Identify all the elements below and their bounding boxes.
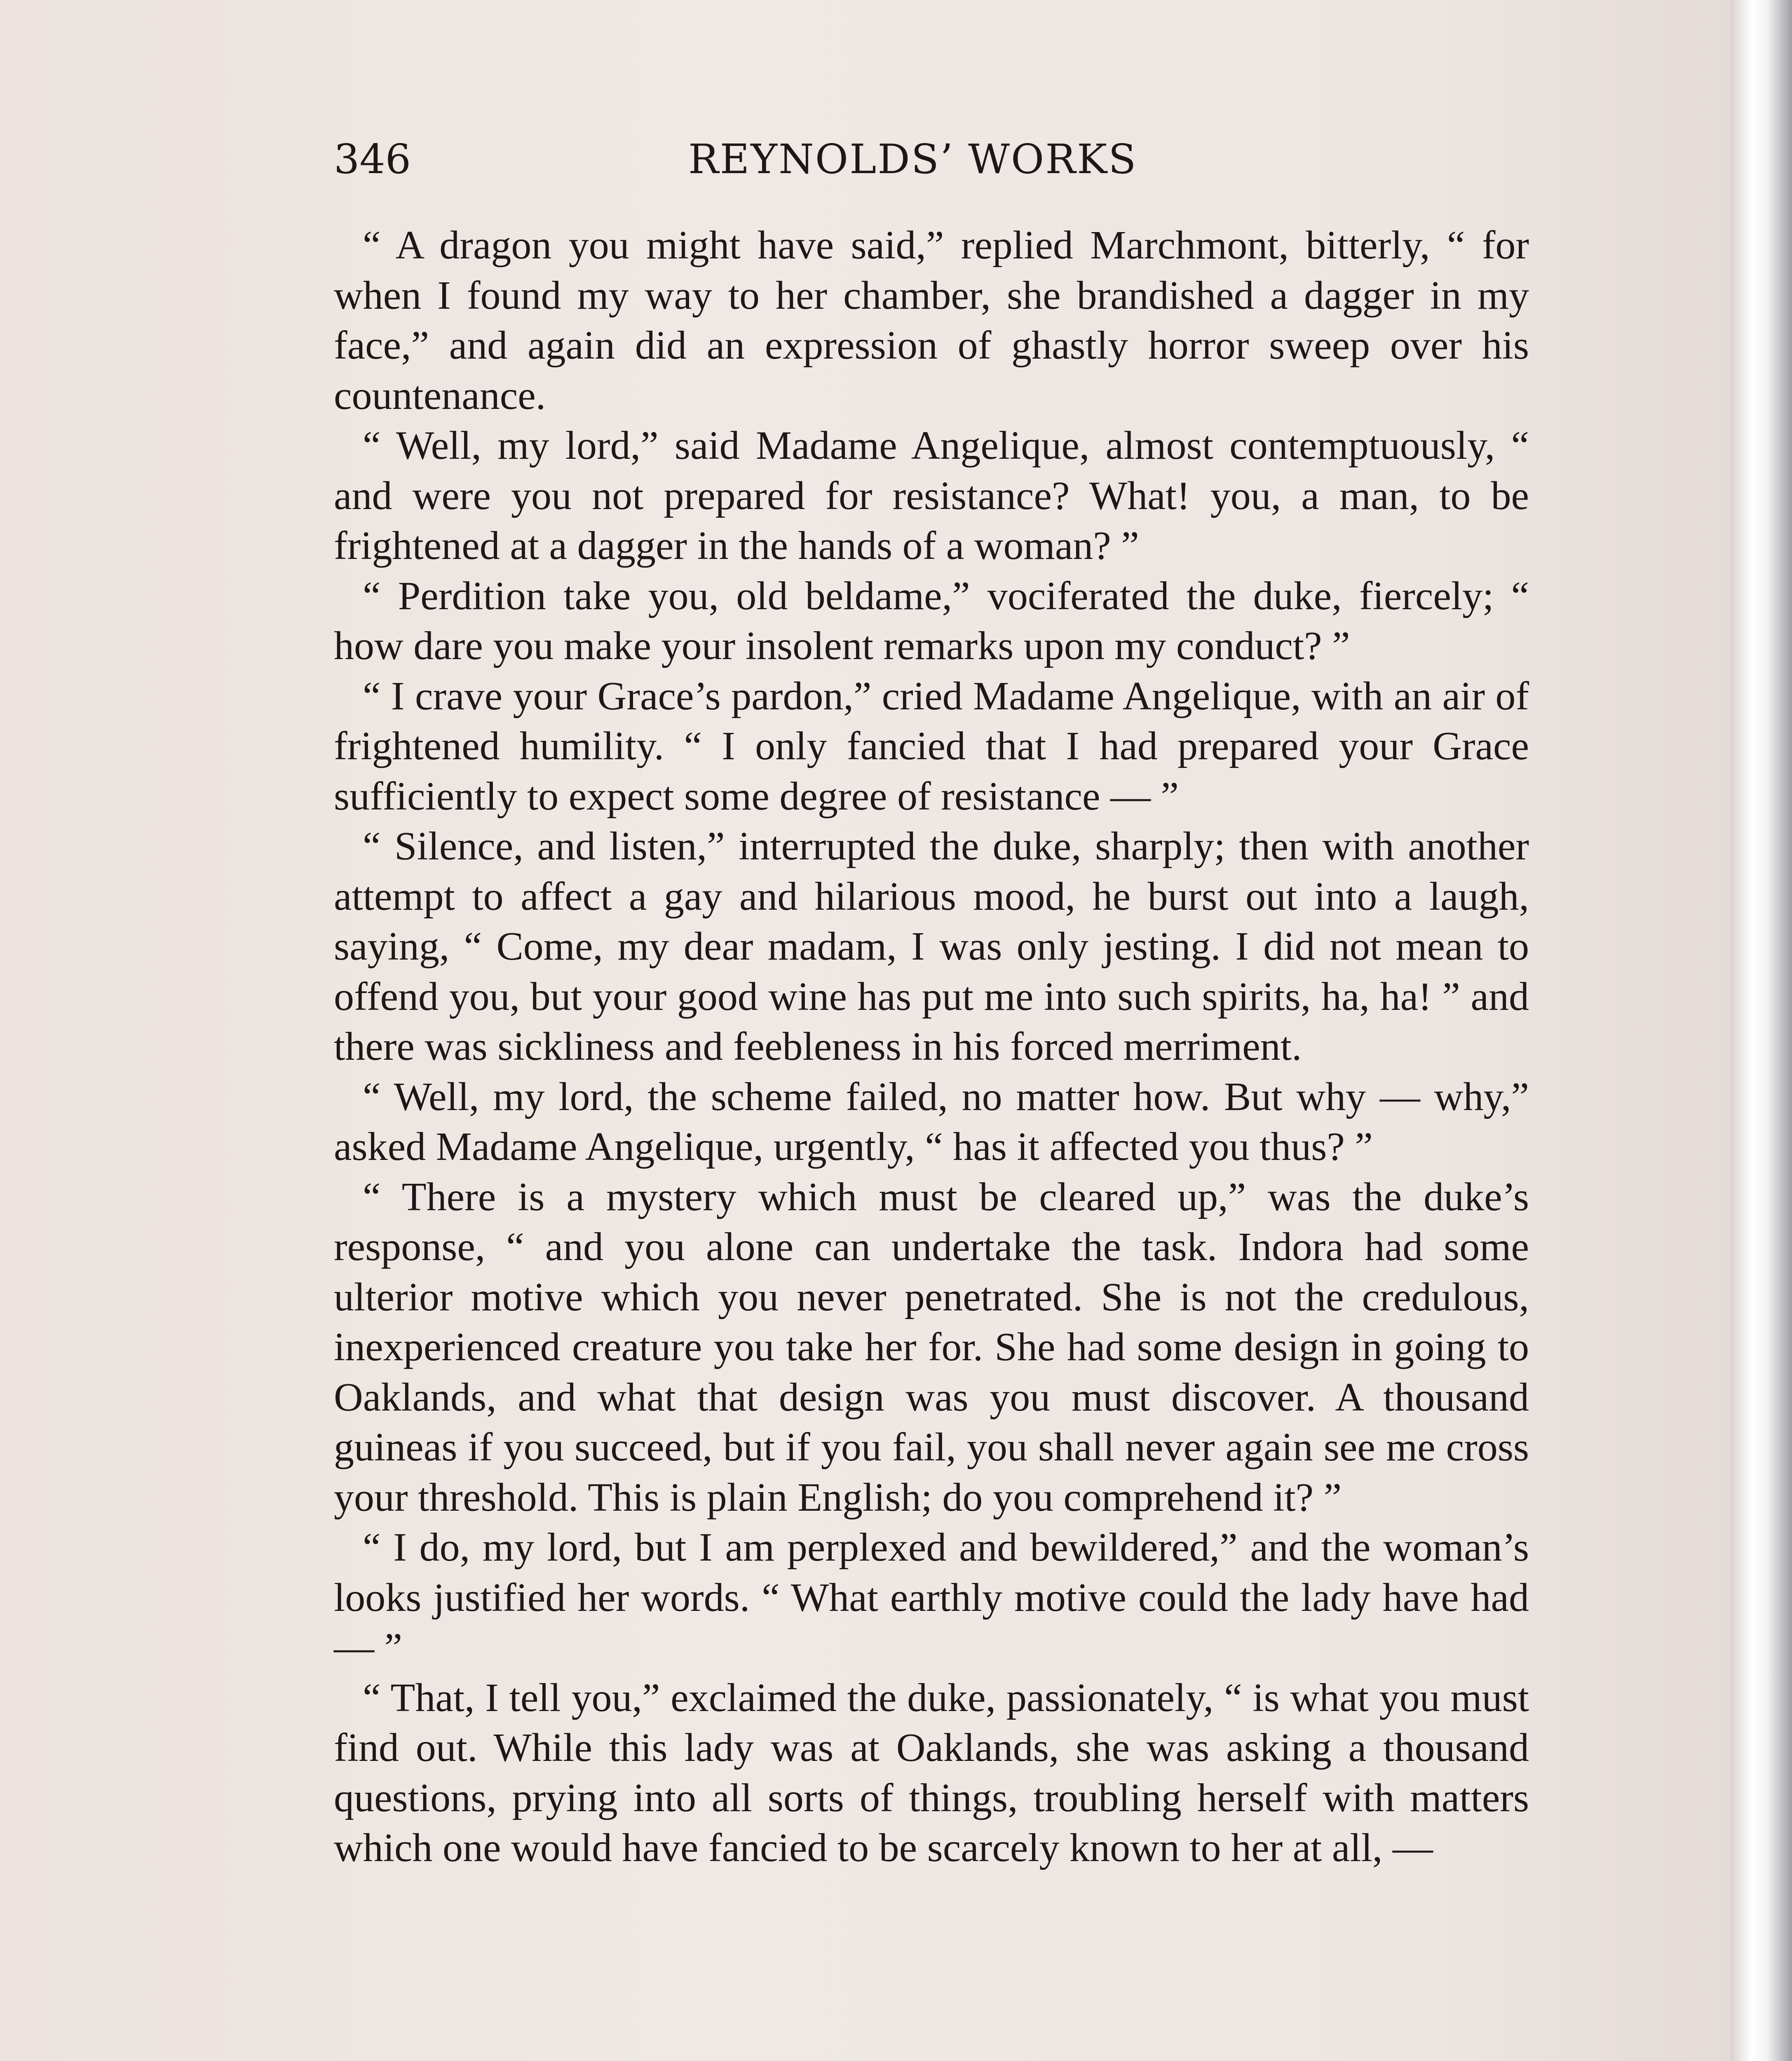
- page-number: 346: [334, 136, 411, 183]
- paragraph: “ A dragon you might have said,” replied Marchmont, bitterly, “ for when I found my way to her chamber, she brandished a dagger in my face,” and again did an expression of ghastly horror sweep over his countenance.: [334, 223, 1529, 418]
- paragraph: “ Well, my lord,” said Madame Angelique, almost contemptuously, “ and were you not prepared for resistance? What! you, a man, to be frightened at a dagger in the hands of a woman? ”: [334, 423, 1529, 568]
- paragraph: “ There is a mystery which must be cleared up,” was the duke’s response, “ and you alone can undertake the task. Indora had some ulterior motive which you never penetrated. She is not the credulous, inexperienced creature you take her for. She had some design in going to Oaklands, and what that design was you must discover. A thousand guineas if you succeed, but if you fail, you shall never again see me cross your threshold. This is plain English; do you comprehend it? ”: [334, 1174, 1529, 1520]
- running-title: REYNOLDS’ WORKS: [688, 136, 1138, 183]
- paragraph: “ That, I tell you,” exclaimed the duke, passionately, “ is what you must find out. While this lady was at Oaklands, she was asking a thousand questions, prying into all sorts of things, troubling herself with matters which one would have fancied to be scarcely known to her at all, —: [334, 1675, 1529, 1870]
- paragraph: “ I crave your Grace’s pardon,” cried Madame Angelique, with an air of frightened humility. “ I only fancied that I had prepared your Grace sufficiently to expect some degree of resistance — ”: [334, 674, 1529, 819]
- paragraph: “ Silence, and listen,” interrupted the duke, sharply; then with another attempt to affect a gay and hilarious mood, he burst out into a laugh, saying, “ Come, my dear madam, I was only jesting. I did not mean to offend you, but your good wine has put me into such spirits, ha, ha! ” and there was sickliness and feebleness in his forced merriment.: [334, 824, 1529, 1069]
- paragraph: “ Well, my lord, the scheme failed, no matter how. But why — why,” asked Madame Angelique, urgently, “ has it affected you thus? ”: [334, 1074, 1529, 1169]
- body-text: [334, 221, 1529, 1873]
- paragraph: “ I do, my lord, but I am perplexed and bewildered,” and the woman’s looks justified her words. “ What earthly motive could the lady have had — ”: [334, 1525, 1529, 1670]
- running-head: [334, 136, 1529, 194]
- paragraph: “ Perdition take you, old beldame,” vociferated the duke, fiercely; “ how dare you make your insolent remarks upon my conduct? ”: [334, 573, 1529, 668]
- page-edge: [1730, 0, 1792, 2061]
